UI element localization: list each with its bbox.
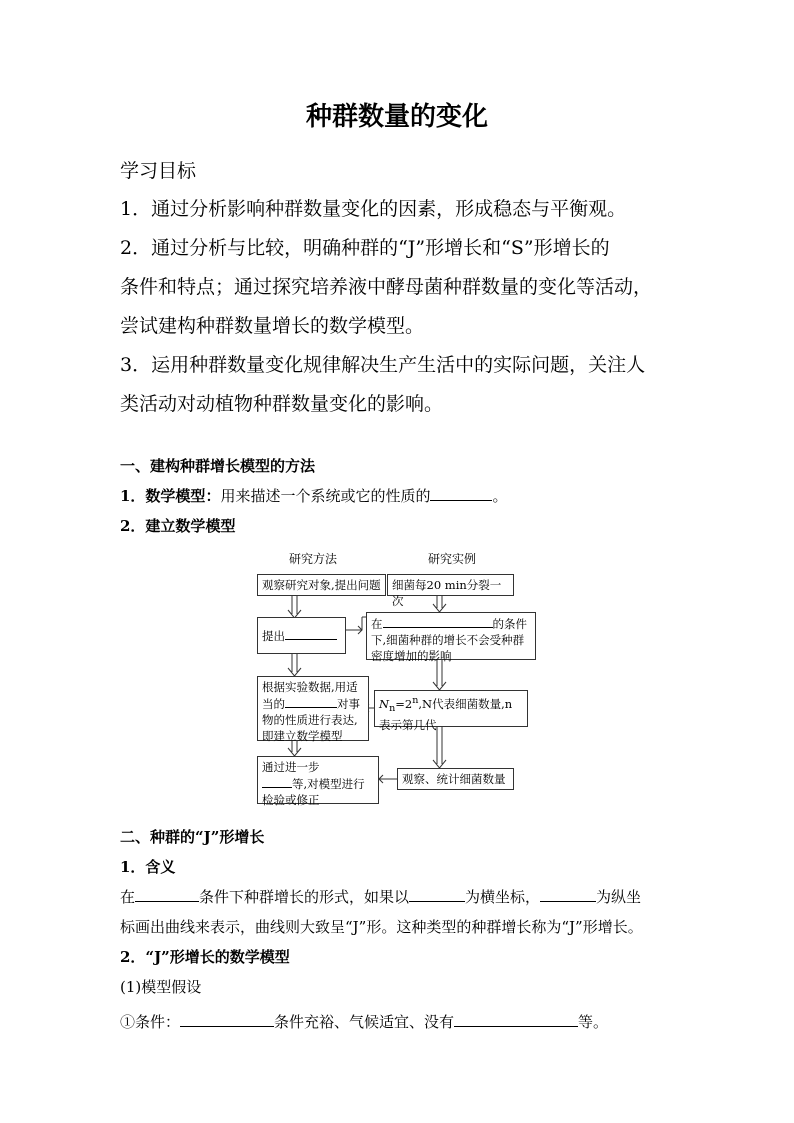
objective-line: 2．通过分析与比较，明确种群的“J”形增长和“S”形增长的: [120, 237, 610, 259]
objective-line: 1．通过分析影响种群数量变化的因素，形成稳态与平衡观。: [120, 198, 627, 220]
formula-sub: n: [389, 703, 396, 715]
para-text: 为横坐标，: [465, 888, 541, 906]
flow-box-hypothesis: [257, 617, 346, 654]
para-text: 条件下种群增长的形式，如果以: [199, 888, 410, 906]
objective-line: 尝试建构种群数量增长的数学模型。: [120, 315, 425, 337]
formula-text: =2: [395, 696, 413, 711]
para-text: 在: [120, 888, 136, 906]
para-text: ①条件：: [120, 1013, 181, 1031]
flow-text: 等,对模型进行检验或修正: [262, 777, 365, 807]
para-text: 为纵坐: [596, 888, 642, 906]
flow-box-bacteria-split: 细菌每20 min分裂一次: [387, 574, 514, 596]
flow-text: 通过进一步: [262, 760, 320, 774]
objective-line: 条件和特点；通过探究培养液中酵母菌种群数量的变化等活动，: [120, 276, 653, 298]
col-left-header: 研究方法: [289, 552, 338, 566]
answer-blank[interactable]: [135, 887, 199, 902]
answer-blank[interactable]: [540, 887, 596, 902]
flow-box-formula: [374, 690, 528, 733]
item1-text: 用来描述一个系统或它的性质的: [220, 487, 431, 505]
section2-sub2: 2．“J”形增长的数学模型: [120, 948, 290, 966]
section1-item2: 2．建立数学模型: [120, 517, 236, 535]
objectives-heading: 学习目标: [120, 160, 197, 182]
section2-sub1: 1．含义: [120, 858, 176, 876]
section2-para-line: [120, 886, 641, 907]
flow-text: 根据实验数据,用适当的: [262, 680, 358, 711]
answer-blank[interactable]: [180, 1012, 274, 1027]
objective-line: 3．运用种群数量变化规律解决生产生活中的实际问题，关注人: [120, 354, 646, 376]
item1-label: 1．数学模型：: [120, 487, 221, 505]
answer-blank[interactable]: [262, 775, 292, 788]
section2-para-line: 标画出曲线来表示，曲线则大致呈“J”形。这种类型的种群增长称为“J”形增长。: [120, 918, 643, 936]
formula-var: N: [379, 696, 390, 711]
flow-text: 对事物的性质进行表达,即建立数学模型: [262, 697, 360, 743]
page-title: 种群数量的变化: [305, 102, 488, 132]
section2-heading: 二、种群的“J”形增长: [120, 828, 265, 846]
section1-heading: 一、建构种群增长模型的方法: [120, 457, 316, 475]
para-text: 条件充裕、气候适宜、没有: [274, 1013, 455, 1031]
para-text: 等。: [578, 1013, 609, 1031]
flow-text: 在: [371, 617, 383, 631]
answer-blank[interactable]: [383, 615, 493, 628]
flow-box-condition: [366, 612, 536, 663]
flow-box-count: 观察、统计细菌数量: [397, 768, 514, 790]
formula-sup: n: [412, 695, 419, 706]
answer-blank[interactable]: [409, 887, 465, 902]
flow-text: 提出: [262, 629, 285, 643]
flow-box-verify: [257, 756, 379, 807]
answer-blank[interactable]: [285, 695, 337, 708]
answer-blank[interactable]: [454, 1012, 578, 1027]
formula-text: ,N代表细菌数量,n表示第几代: [379, 696, 513, 733]
section2-sub3: (1)模型假设: [120, 978, 202, 996]
flow-box-model: [257, 676, 369, 741]
objective-line: 类活动对动植物种群数量变化的影响。: [120, 393, 444, 415]
flow-box-observe: 观察研究对象,提出问题: [257, 574, 386, 596]
section2-condition-line: [120, 1011, 608, 1032]
item1-end: 。: [492, 487, 508, 505]
flow-text: 的条件下,细菌种群的增长不会受种群密度增加的影响: [371, 617, 527, 663]
answer-blank[interactable]: [285, 627, 337, 640]
col-right-header: 研究实例: [428, 552, 477, 566]
